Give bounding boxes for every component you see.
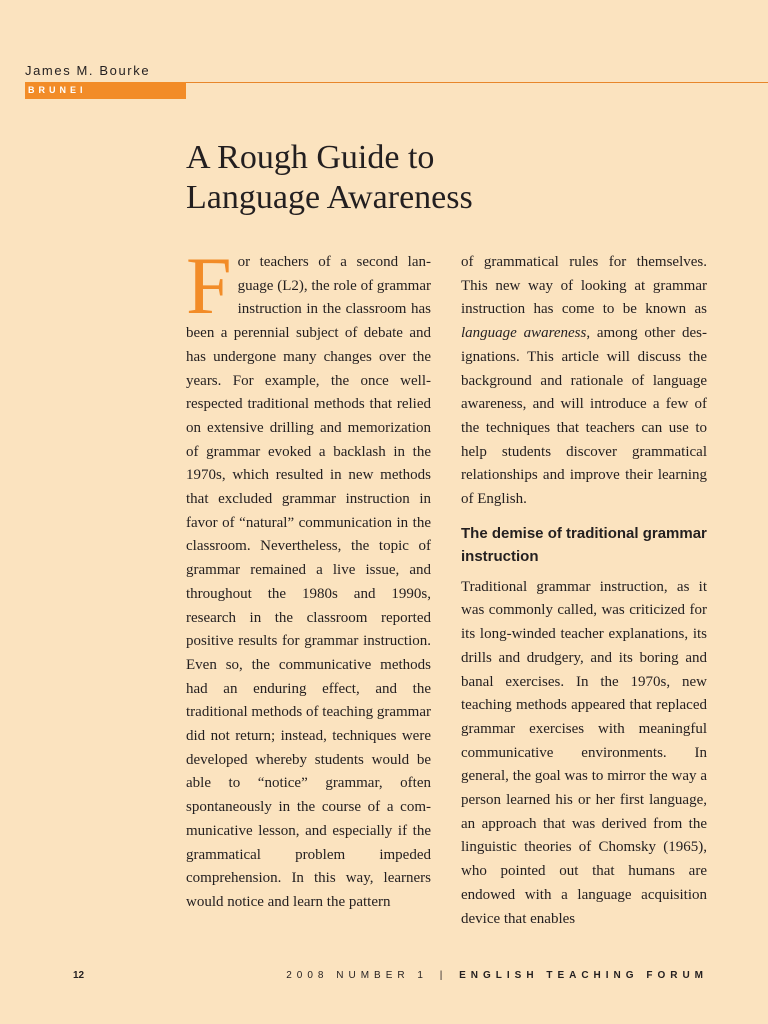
page-footer xyxy=(0,970,768,986)
intro-paragraph xyxy=(186,240,431,915)
right-paragraph-1-start: of grammatical rules for themselves. This new way of looking at grammar instruction has come to be known as xyxy=(461,254,707,318)
right-paragraph-1-end: , among other designations. This article will discuss the background and rationale of language awareness, and will introduce a few of the techniques that teachers can use to help students discover grammatical relationships and improve their learning of English. xyxy=(461,325,707,508)
country-label: BRUNEI xyxy=(25,82,186,99)
section-heading: The demise of traditional grammar instruction xyxy=(461,524,707,565)
title-line-2: Language Awareness xyxy=(186,179,473,216)
right-paragraph-2: Traditional grammar instruction, as it was commonly called, was criticized for its long-winded teacher explanations, its drills and drudgery, and its boring and banal exercises. In the 1970s, new teaching methods appeared that replaced grammar exercises with meaningful communicative environments. In general, the goal was to mirror the way a person learned his or her first language, an approach that was derived from the linguistic theories of Chomsky (1965), who pointed out that humans are endowed with a language acquisition device that enables xyxy=(461,578,707,927)
article-title xyxy=(186,138,706,218)
footer-separator: | xyxy=(439,970,448,981)
left-column xyxy=(186,240,431,915)
left-column-text: or teachers of a second language (L2), the role of grammar instruction in the classroom has been a perennial subject of debate and has undergone many changes over the years. For example, the once well-respected traditional methods that relied on extensive drilling and memorization of grammar evoked a backlash in the 1970s, which resulted in new methods that excluded grammar instruction in favor of “natural” communication in the classroom. Nevertheless, the topic of grammar remained a live issue, and throughout the 1980s and 1990s, research in the classroom reported positive results for grammar instruction. Even so, the communicative methods had an enduring effect, and the traditional methods of teaching grammar did not return; instead, techniques were developed whereby students would be able to “notice” grammar, often spontaneously in the course of a communicative lesson, and especially if the grammatical problem impeded comprehension. In this way, learners would notice and learn the pattern xyxy=(186,254,431,910)
language-awareness-term: language awareness xyxy=(461,325,587,342)
footer-publication-info xyxy=(286,970,708,981)
title-line-1: A Rough Guide to xyxy=(186,139,435,176)
right-column xyxy=(461,251,707,931)
page-number: 12 xyxy=(73,970,85,981)
drop-cap: F xyxy=(186,240,232,331)
right-paragraph-1 xyxy=(461,251,707,512)
issue-label: 2008 NUMBER 1 xyxy=(286,970,428,981)
author-name: James M. Bourke xyxy=(25,63,151,78)
publication-name: ENGLISH TEACHING FORUM xyxy=(459,970,708,981)
